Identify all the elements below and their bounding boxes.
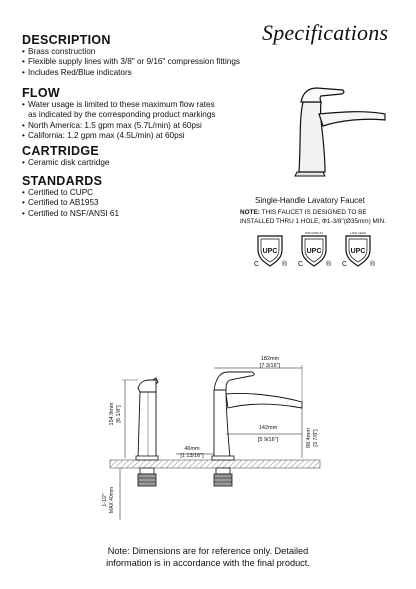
flow-item: • California: 1.2 gpm max (4.5L/min) at 60psi	[22, 131, 216, 141]
description-list	[22, 47, 240, 78]
cert-c-mark: C	[254, 261, 260, 268]
cert-registered-mark: ®	[370, 261, 376, 268]
cartridge-section	[22, 144, 109, 168]
page-title: Specifications	[262, 20, 389, 45]
flow-item: as indicated by the corresponding product markings	[28, 110, 216, 120]
description-heading: DESCRIPTION	[22, 33, 111, 47]
nsf-certification-icon	[298, 231, 332, 268]
upc-shield-text: UPC	[350, 248, 366, 255]
spout-height-mm-label: 98.4mm	[306, 428, 312, 448]
footer-note	[0, 545, 416, 569]
flow-list	[22, 100, 216, 142]
standards-list	[22, 188, 119, 219]
width-in-label: [7 3/16"]	[259, 363, 281, 369]
reach-mm-label: 142mm	[258, 425, 278, 431]
description-item: • Flexible supply lines with 3/8" or 9/16" compression fittings	[22, 57, 240, 67]
center-in-label: [1 13/16"]	[180, 453, 204, 459]
max-deck-in-label: 1-1/2"	[102, 493, 108, 507]
note-line-2: INSTALLED THRU 1 HOLE, Φ1-3/8"(Ø35mm) MIN.	[240, 218, 386, 225]
installation-note	[240, 208, 386, 226]
cert-registered-mark: ®	[282, 261, 288, 268]
note-label: NOTE:	[240, 209, 260, 216]
countertop	[110, 460, 320, 468]
flow-item: • Water usage is limited to these maximum flow rates	[22, 100, 216, 110]
faucet-product-image	[285, 80, 395, 180]
cert-registered-mark: ®	[326, 261, 332, 268]
upc-shield-text: UPC	[262, 248, 278, 255]
certification-marks	[252, 228, 382, 274]
standards-item: • Certified to CUPC	[22, 188, 119, 198]
flow-heading: FLOW	[22, 86, 60, 100]
low-lead-certification-icon	[342, 231, 376, 268]
technical-drawing	[80, 350, 340, 530]
description-item: • Includes Red/Blue indicators	[22, 68, 240, 78]
cartridge-list	[22, 158, 109, 168]
low-lead-label: LOW LEAD	[350, 231, 366, 235]
standards-item: • Certified to NSF/ANSI 61	[22, 209, 119, 219]
cartridge-heading: CARTRIDGE	[22, 144, 100, 158]
standards-heading: STANDARDS	[22, 174, 103, 188]
flow-item: • North America: 1.5 gpm max (5.7L/min) at 60psi	[22, 121, 216, 131]
height-mm-label: 154.9mm	[109, 402, 115, 426]
standards-section	[22, 174, 119, 219]
product-caption: Single-Handle Lavatory Faucet	[255, 196, 365, 205]
spout-height-in-label: [3 7/8"]	[313, 429, 319, 447]
front-view-faucet	[136, 378, 158, 486]
cert-c-mark: C	[342, 261, 348, 268]
upc-certification-icon	[254, 236, 288, 268]
cartridge-item: • Ceramic disk cartridge	[22, 158, 109, 168]
cert-c-mark: C	[298, 261, 304, 268]
note-line-1: THIS FAUCET IS DESIGNED TO BE	[261, 209, 367, 216]
footer-line-1: Note: Dimensions are for reference only. Detailed	[107, 546, 309, 556]
reach-in-label: [5 9/16"]	[257, 437, 279, 443]
standards-item: • Certified to AB1953	[22, 198, 119, 208]
upc-shield-text: UPC	[306, 248, 322, 255]
side-view-faucet	[212, 372, 302, 486]
footer-line-2: information is in accordance with the final product.	[106, 558, 310, 568]
width-mm-label: 182mm	[260, 356, 280, 362]
flow-section	[22, 86, 216, 142]
nsf-label: NSF/ANSI 61	[304, 231, 324, 235]
description-section	[22, 33, 240, 78]
height-in-label: [6 1/8"]	[116, 405, 122, 423]
max-deck-mm-label: MAX 40mm	[109, 486, 115, 514]
center-mm-label: 46mm	[184, 446, 200, 452]
description-item: • Brass construction	[22, 47, 240, 57]
